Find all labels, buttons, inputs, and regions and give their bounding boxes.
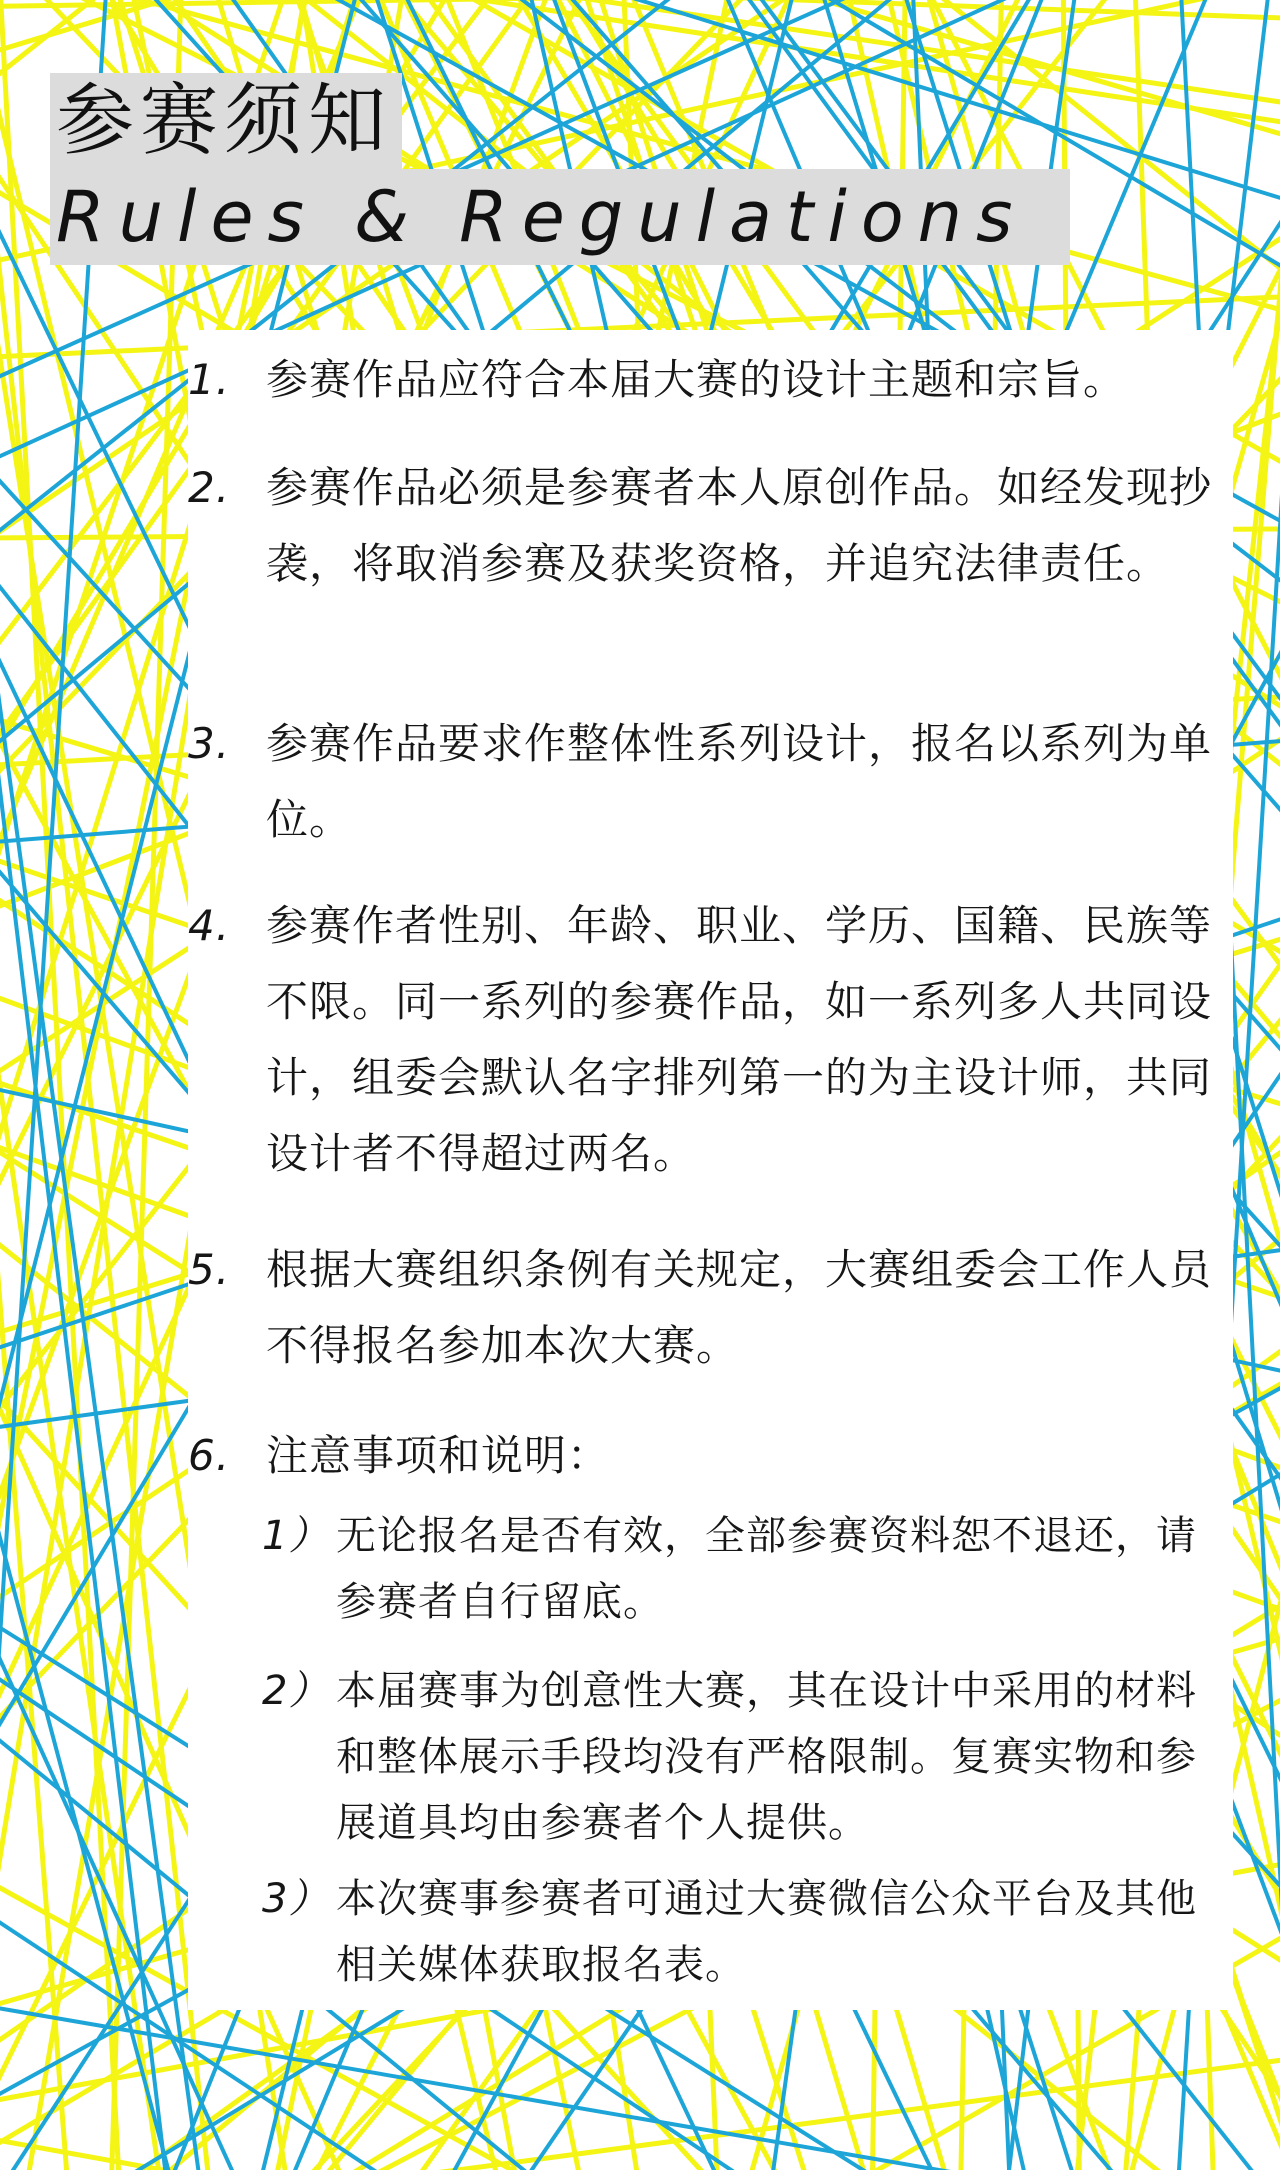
rule-text: 参赛作者性别、年龄、职业、学历、国籍、民族等不限。同一系列的参赛作品，如一系列多人共同设计，组委会默认名字排列第一的为主设计师，共同设计者不得超过两名。 (266, 901, 1213, 1178)
rule-text: 参赛作品应符合本届大赛的设计主题和宗旨。 (266, 355, 1127, 404)
rule-number: 3. (188, 719, 231, 768)
note-number: 2） (262, 1668, 330, 1714)
background-line (0, 0, 119, 2170)
note-number: 3） (262, 1876, 330, 1922)
page-title-english: Rules & Regulations (50, 169, 1070, 265)
rule-text: 根据大赛组织条例有关规定，大赛组委会工作人员不得报名参加本次大赛。 (266, 1245, 1213, 1370)
background-line (0, 706, 166, 2170)
rule-number: 1. (188, 355, 231, 404)
note-item-2 (262, 1658, 1232, 1856)
rule-text: 参赛作品必须是参赛者本人原创作品。如经发现抄袭，将取消参赛及获奖资格，并追究法律责任。 (266, 463, 1213, 588)
rule-text: 参赛作品要求作整体性系列设计，报名以系列为单位。 (266, 719, 1213, 844)
rule-number: 4. (188, 901, 231, 950)
note-item-1 (262, 1503, 1232, 1635)
rule-item-5 (188, 1232, 1238, 1384)
rule-number: 6. (188, 1431, 231, 1480)
rule-item-4 (188, 888, 1238, 1192)
rule-number: 5. (188, 1245, 231, 1294)
rule-item-2 (188, 450, 1238, 602)
rule-item-6 (188, 1418, 1238, 1494)
note-item-3 (262, 1866, 1232, 1998)
note-number: 1） (262, 1513, 330, 1559)
rule-text: 注意事项和说明： (266, 1431, 611, 1480)
note-text: 无论报名是否有效，全部参赛资料恕不退还，请参赛者自行留底。 (336, 1513, 1197, 1625)
page-title-chinese: 参赛须知 (50, 73, 402, 169)
rule-number: 2. (188, 463, 231, 512)
note-text: 本次赛事参赛者可通过大赛微信公众平台及其他相关媒体获取报名表。 (336, 1876, 1197, 1988)
note-text: 本届赛事为创意性大赛，其在设计中采用的材料和整体展示手段均没有严格限制。复赛实物和参展道具均由参赛者个人提供。 (336, 1668, 1197, 1846)
rule-item-1 (188, 342, 1238, 418)
rule-item-3 (188, 706, 1238, 858)
